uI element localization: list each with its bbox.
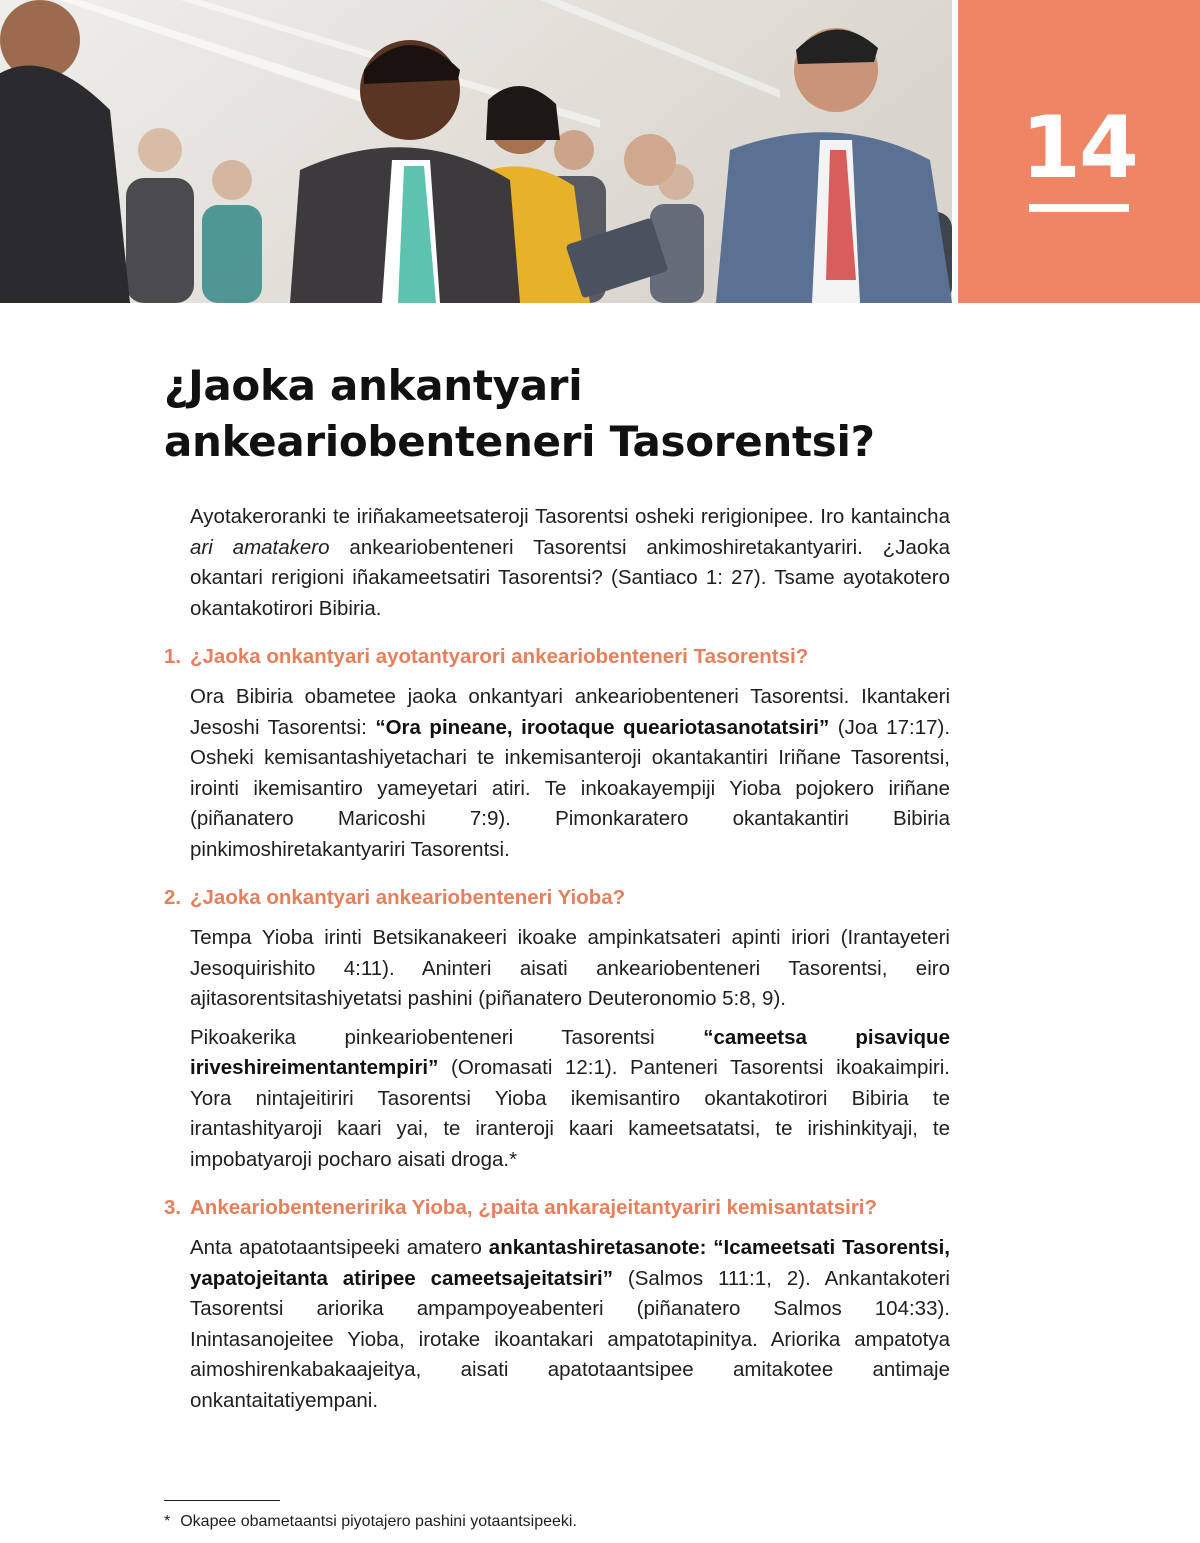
intro-paragraph bbox=[190, 502, 950, 624]
paragraph-text: Tempa Yioba irinti Betsikanakeeri ikoake ampinkatsateri apinti iriori (Irantayeteri Jesoquirishito 4:11). Aninteri aisati ankeariobenteneri Tasorentsi, eiro ajitasorentsitashiyetatsi pashini (piñanatero Deuteronomio 5:8, 9). bbox=[190, 926, 950, 1010]
footnote-text: Okapee obametaantsi piyotajero pashini yotaantsipeeki. bbox=[180, 1513, 577, 1530]
paragraph-text: (Salmos 111:1, 2). Ankantakoteri Tasorentsi ariorika ampampoyeabenteri (piñanatero Salmos 104:33). Inintasanojeitee Yioba, irotake ikoantakari ampatotapinitya. Ariorika ampatotya aimoshirenkabakaajeitya, aisati apatotaantsipee amitakotee antimaje onkantaitatiyempani. bbox=[190, 1266, 950, 1412]
question-text: ¿Jaoka onkantyari ayotantyarori ankeariobenteneri Tasorentsi? bbox=[190, 645, 809, 668]
lesson-content bbox=[164, 502, 950, 1416]
congregation-singing-illustration bbox=[0, 0, 952, 303]
chapter-underline bbox=[1029, 204, 1129, 212]
paragraph-text: Anta apatotaantsipeeki amatero bbox=[190, 1236, 489, 1259]
page-title: ¿Jaoka ankantyari ankeariobenteneri Tasorentsi? bbox=[164, 361, 875, 466]
question-1-paragraph bbox=[190, 682, 950, 865]
question-3-heading bbox=[164, 1193, 950, 1223]
intro-text-start: Ayotakeroranki te iriñakameetsateroji Tasorentsi osheki rerigionipee. Iro kantaincha bbox=[190, 505, 950, 528]
footnote-marker: * bbox=[164, 1513, 171, 1530]
question-number: 2. bbox=[164, 886, 182, 909]
paragraph-text: Ora Bibiria obametee jaoka onkantyari ankeariobenteneri Tasorentsi. Ikantakeri Jesoshi Tasorentsi: bbox=[190, 685, 950, 739]
footnote bbox=[164, 1512, 577, 1532]
question-2-heading bbox=[164, 883, 950, 913]
header-photo bbox=[0, 0, 952, 303]
question-3-paragraph bbox=[190, 1233, 950, 1416]
paragraph-text: (Joa 17:17). Osheki kemisantashiyetachari te inkemisanteroji okantakantiri Iriñane Tasorentsi, irointi ikemisantiro yameyetari atiri. Te inkoakayempiji Yioba pojokero iriñane (piñanatero Maricoshi 7:9). Pimonkaratero okantakantiri Bibiria pinkimoshiretakantyariri Tasorentsi. bbox=[190, 715, 951, 861]
chapter-number: 14 bbox=[1021, 98, 1137, 198]
question-number: 1. bbox=[164, 645, 182, 668]
paragraph-text: Pikoakerika pinkeariobenteneri Tasorentsi bbox=[190, 1025, 704, 1049]
scripture-quote: ankantashiretasanote: “Icameetsati Tasorentsi, yapatojeitanta atiripee cameetsajeitatsiri” bbox=[190, 1236, 950, 1290]
footnote-divider bbox=[164, 1500, 280, 1501]
question-number: 3. bbox=[164, 1196, 182, 1219]
chapter-badge bbox=[958, 0, 1200, 303]
question-text: Ankeariobenteneririka Yioba, ¿paita ankarajeitantyariri kemisantatsiri? bbox=[190, 1196, 878, 1219]
question-2-paragraph-1 bbox=[190, 923, 950, 1015]
intro-emphasis: ari amatakero bbox=[190, 535, 330, 559]
question-text: ¿Jaoka onkantyari ankeariobenteneri Yioba? bbox=[190, 886, 626, 909]
question-1-heading bbox=[164, 642, 950, 672]
question-2-paragraph-2 bbox=[190, 1023, 950, 1176]
intro-text-end: ankeariobenteneri Tasorentsi ankimoshiretakantyariri. ¿Jaoka okantari rerigioni iñakameetsatiri Tasorentsi? (Santiaco 1: 27). Tsame ayotakotero okantakotirori Bibiria. bbox=[190, 535, 950, 620]
paragraph-text: (Oromasati 12:1). Panteneri Tasorentsi ikoakaimpiri. Yora nintajeitiriri Tasorentsi Yioba ikemisantiro okantakotirori Bibiria te irantashityaroji kaari yai, te iranteroji kaari kameetsatatsi, te irishinkityaji, te impobatyaroji pocharo aisati droga.* bbox=[190, 1056, 950, 1171]
scripture-quote: “cameetsa pisavique iriveshireimentantempiri” bbox=[190, 1025, 950, 1079]
scripture-quote: “Ora pineane, irootaque queariotasanotatsiri” bbox=[375, 715, 830, 739]
